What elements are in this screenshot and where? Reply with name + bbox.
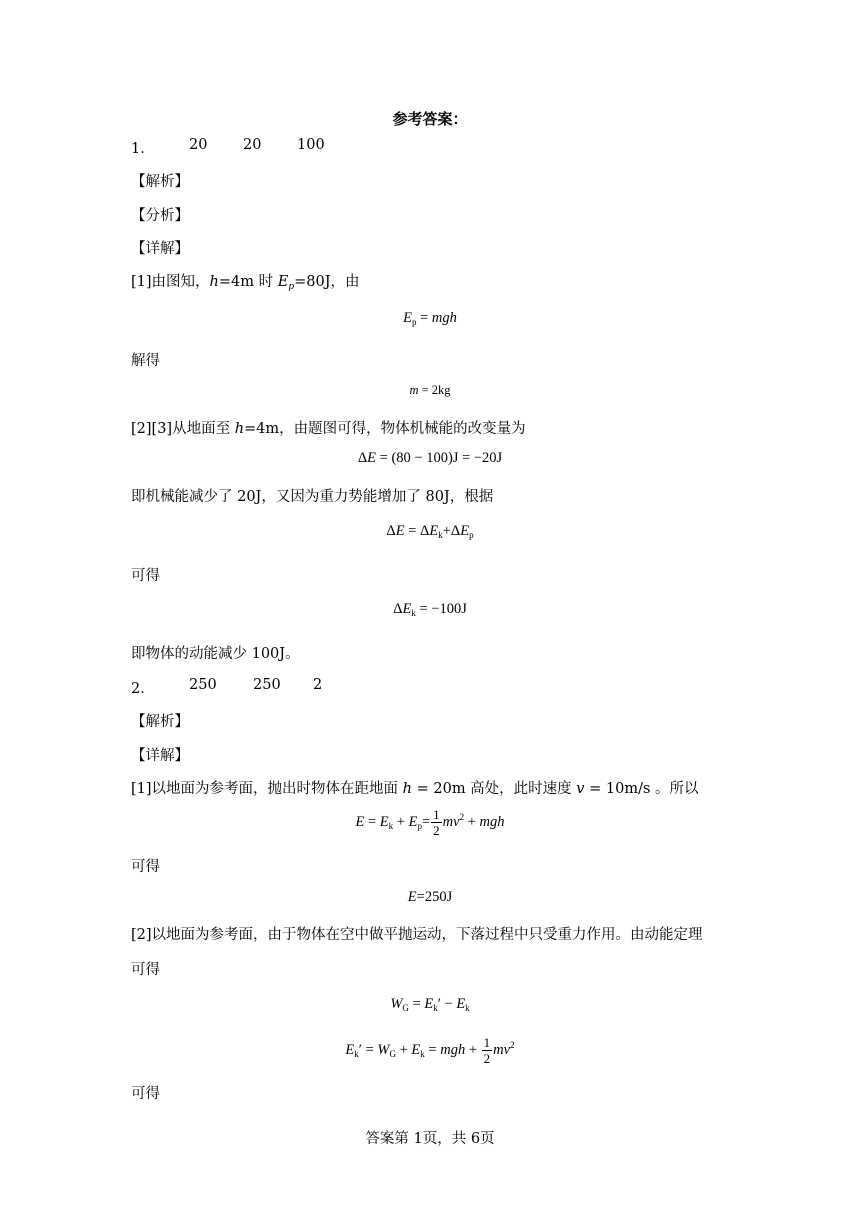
q1-equation-5: $\Delta E_k = -100J$ [393,601,467,618]
q1-equation-4: $\Delta E = \Delta E_k+\Delta E_p$ [386,523,474,540]
q2-answer-2: 250 [253,677,281,693]
q1-xiangjie-heading: 【详解】 [131,241,189,257]
q1-equation-2: m = 2kg [409,383,451,397]
q2-answer-3: 2 [313,677,323,693]
q1-conclusion-text: 即物体的动能减少 100J。 [131,646,300,662]
q1-kede-text: 可得 [131,568,160,584]
q1-fenxi-heading: 【分析】 [131,208,189,224]
q1-jiexi-heading: 【解析】 [131,174,189,190]
q2-number: 2． [131,681,155,697]
q2-xiangjie-heading: 【详解】 [131,748,189,764]
q1-equation-1: $E_p$ = mgh [403,310,457,327]
q2-equation-4: $E_k' = W_G + E_k$ = mgh + $\frac{1}{2}$ $mv^2$ [345,1035,515,1066]
q2-kede-text-3: 可得 [131,1086,160,1102]
q2-answer-line [131,677,531,697]
q1-equation-3: ΔE = (80 − 100)J = −20J [357,450,503,466]
q2-step2-text: [2]以地面为参考面，由于物体在空中做平抛运动，下落过程中只受重力作用。由动能定理 [131,927,703,943]
page-footer: 答案第 1页，共 6页 [365,1131,495,1147]
q2-step1-text: [1]以地面为参考面，抛出时物体在距地面 h = 20m 高处，此时速度 v = 10m/s 。所以 [131,781,699,797]
q1-answer-1: 20 [189,137,208,153]
q2-equation-3: $W_G = E_k' - E_k$ [390,996,470,1013]
q2-answer-1: 250 [189,677,217,693]
q1-number: 1． [131,141,155,157]
q2-jiexi-heading: 【解析】 [131,714,189,730]
q2-kede-text-1: 可得 [131,859,160,875]
page-title: 参考答案： [392,110,468,128]
q1-step3-text: 即机械能减少了 20J，又因为重力势能增加了 80J，根据 [131,489,494,505]
q1-step2-text: [2][3]从地面至 h=4m，由题图可得，物体机械能的改变量为 [131,421,526,437]
q1-answer-line [131,137,531,157]
q1-answer-2: 20 [243,137,262,153]
q1-step1-text: [1]由图知，h=4m 时 $E_p=80J$，由 [131,274,360,292]
q1-answer-3: 100 [297,137,325,153]
q1-jiede-text: 解得 [131,353,160,369]
q2-equation-2: E=250J [407,889,453,905]
q2-equation-1: $E = E_k + E_p=$ $\frac{1}{2}$ $mv^2$ + mgh [355,807,505,838]
q2-kede-text-2: 可得 [131,962,160,978]
